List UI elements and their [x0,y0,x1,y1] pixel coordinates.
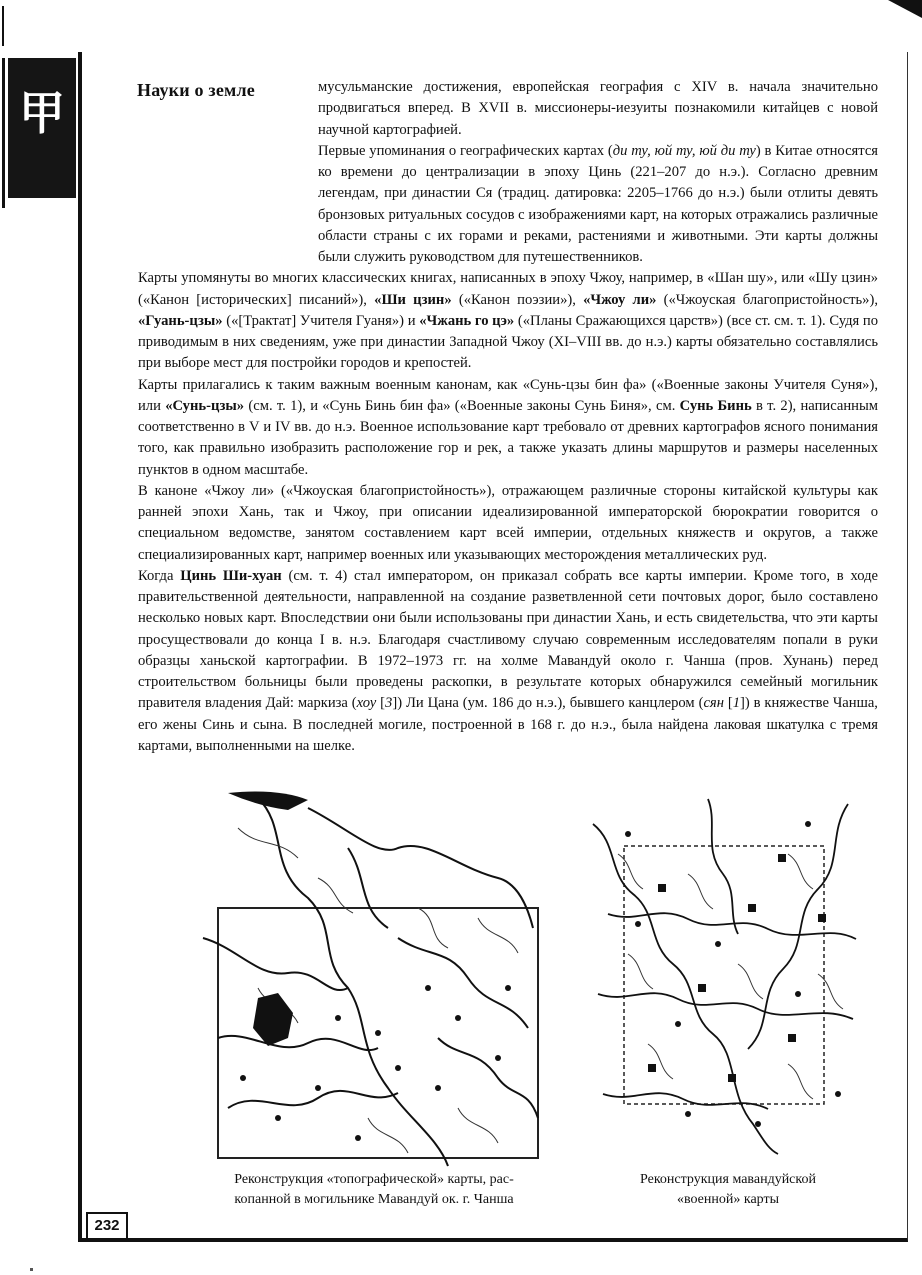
italic-term: 3 [385,695,393,712]
text-run: (см. т. 1), и «Сунь Бинь бин фа» («Военные законы Сунь Биня», см. [244,397,680,414]
text-run: в т. 2), написанным соответственно в V и IV вв. до н.э. Военное использование карт требовало от древних картографов ясного понимания того, как правильно изобразить расположение гор и рек, а также указать длины маршрутов и размеры населенных пунктов в одном масштабе. [138,397,878,478]
text-run: Карты прилагались к таким важным военным канонам, как «Сунь-цзы бин фа» («Военные законы Учителя Суня»), или [138,376,878,414]
bold-term: «Чжань го цэ» [419,312,515,329]
figure-caption-military [590,1170,866,1210]
text-run: («Канон поэзии»), [451,291,584,308]
topographic-map-image [198,788,558,1168]
paragraph [138,375,878,481]
corner-mark [888,0,922,18]
text-run: ) в Китае относятся ко времени до централизации в эпоху Цинь (221–207 до н.э.). Согласно древним легендам, при династии Ся (традиц. датировка: 2205–1766 до н.э.) были отлиты девять бронзовых ритуальных сосудов с изображениями карт, на которых отражались различные области страны с их горами и реками, растениями и животными. Эти карты должны были служить руководством для путешественников. [318,142,879,265]
caption-line: Реконструкция мавандуйской [640,1172,816,1187]
section-title: Науки о земле [137,80,256,100]
text-run: («Планы Сражающихся царств») (все ст. см. т. 1). Судя по приводимым в них сведениям, уже при династии Западной Чжоу (XI–VIII вв. до н.э.) карты обязательно составлялись при выборе мест для постройки городов и крепостей. [138,312,879,372]
paragraph [318,141,878,269]
text-run: (см. т. 4) стал императором, он приказал собрать все карты империи. Кроме того, в ходе правительственной деятельности, направленной на создание разветвленной сети почтовых дорог, было составлено несколько новых карт. Впоследствии они были использованы при династии Хань, и есть свидетельства, что эти карты просуществовали до конца I в. н.э. Благодаря счастливому случаю современным исследователям попали в руки образцы ханьской картографии. В 1972–1973 гг. на холме Мавандуй около г. Чанша (пров. Хунань) перед строительством больницы были проведены раскопки, в результате которых обнаружился семейный могильник правителя владения Дай: маркиза ( [138,567,878,712]
text-run: мусульманские достижения, европейская география с XIV в. начала значительно продвигаться вперед. В XVII в. миссионеры-иезуиты познакомили китайцев с новой научной картографией. [318,79,878,138]
body-text [138,77,878,757]
text-run: Карты упомянуты во многих классических книгах, написанных в эпоху Чжоу, например, в «Шан шу», или «Шу цзин» («Канон [исторических] писаний»), [138,270,878,308]
margin-tick [2,6,4,46]
text-run: («Чжоуская благопристойность»), [656,291,878,308]
paragraph [318,77,878,141]
paragraph [138,566,878,757]
paragraph [138,268,878,374]
chapter-glyph: 甲 [19,88,65,139]
bold-term: Сунь Бинь [679,397,752,414]
text-run: («[Трактат] Учителя Гуаня») и [222,312,420,329]
scan-speck [30,1268,33,1271]
italic-term: 1 [732,695,741,712]
text-run: В каноне «Чжоу ли» («Чжоуская благопристойность»), отражающем различные стороны китайской культуры как ранней эпохи Хань, так и Чжоу, при описании идеализированной императорской бюрократии говорится о специальном ведомстве, занятом составлением карт всей империи, отдельных княжеств и округов, а также специализированных карт, например военных или указывающих месторождения металлических руд. [138,482,878,563]
side-rule [2,58,5,208]
military-map-image [588,794,860,1156]
bold-term: Цинь Ши-хуан [180,567,282,584]
caption-line: Реконструкция «топографической» карты, рас- [234,1172,514,1187]
text-run: [ [723,695,733,712]
text-run: Первые упоминания о географических картах ( [318,142,613,159]
page-number: 232 [86,1212,128,1240]
chapter-tab [8,58,76,198]
paragraph [138,481,878,566]
bold-term: «Чжоу ли» [583,291,657,308]
caption-line: «военной» карты [676,1192,780,1207]
bold-term: «Сунь-цзы» [165,397,245,414]
text-run: ]) Ли Цана (ум. 186 до н.э.), бывшего канцлером ( [392,695,704,712]
figure-caption-topographic [194,1170,554,1210]
italic-term: хоу [356,695,377,712]
bold-term: «Ши цзин» [374,291,452,308]
bold-term: «Гуань-цзы» [138,312,223,329]
italic-term: ди ту, юй ту, юй ди ту [612,142,756,159]
text-run: ]) в княжестве Чанша, его жены Синь и сына. В последней могиле, построенной в 168 г. до н.э., была найдена лаковая шкатулка с тремя картами, выполненными на шелке. [138,695,878,754]
text-run: Когда [138,567,181,584]
italic-term: сян [703,695,724,712]
text-run: [ [376,695,386,712]
caption-line: копанной в могильнике Мавандуй ок. г. Чанша [234,1192,514,1207]
